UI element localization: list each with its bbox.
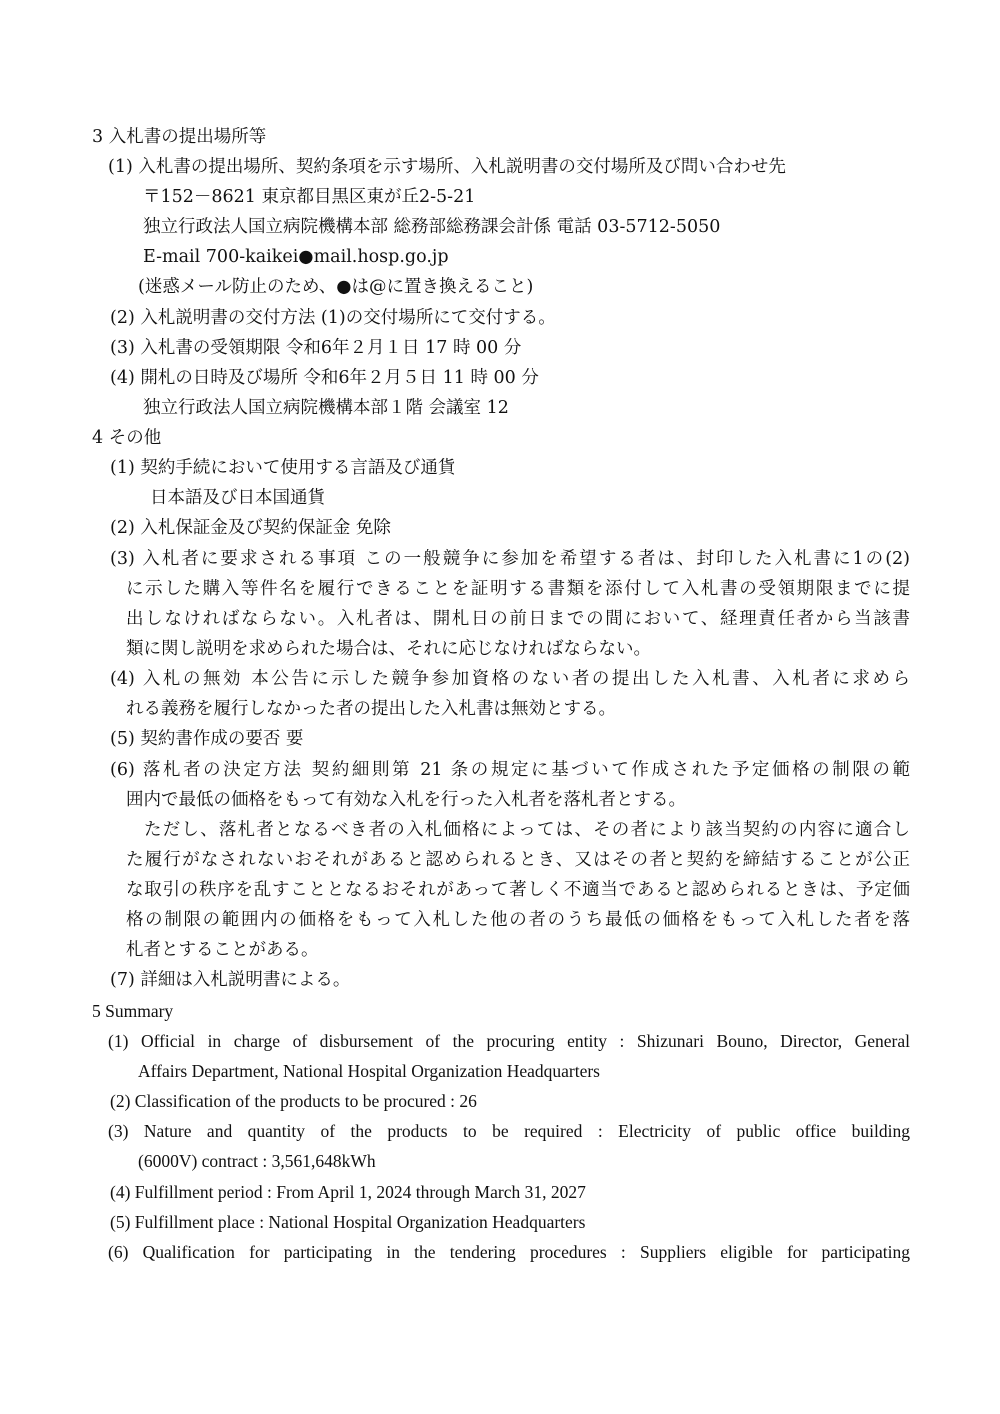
section-4-item-1-value: 日本語及び日本国通貨 xyxy=(150,488,325,508)
section-4-item-4-line: れる義務を履行しなかった者の提出した入札書は無効とする。 xyxy=(126,699,616,719)
section-4-item-2: (2) 入札保証金及び契約保証金 免除 xyxy=(110,518,391,538)
summary-item-4: (4) Fulfillment period : From April 1, 2024 through March 31, 2027 xyxy=(110,1182,586,1202)
summary-item-6: (6) Qualification for participating in the tendering procedures : Suppliers eligible for participating xyxy=(108,1242,910,1262)
postal-address: 〒152－8621 東京都目黒区東が丘2-5-21 xyxy=(143,187,476,207)
section-4-item-6-line: (6) 落札者の決定方法 契約細則第 21 条の規定に基づいて作成された予定価格の制限の範 xyxy=(110,760,910,780)
section-4-item-6-line: な取引の秩序を乱すこととなるおそれがあって著しく不適当であると認められるときは、予定価 xyxy=(126,880,910,900)
summary-item-1-line: (1) Official in charge of disbursement of the procuring entity : Shizunari Bouno, Director, General xyxy=(108,1031,910,1051)
section-5-heading: 5 Summary xyxy=(92,1001,174,1021)
section-4-heading: 4 その他 xyxy=(92,428,162,448)
summary-item-5: (5) Fulfillment place : National Hospital Organization Headquarters xyxy=(110,1212,586,1232)
opening-place: 独立行政法人国立病院機構本部１階 会議室 12 xyxy=(143,398,509,418)
summary-item-3-line: (6000V) contract : 3,561,648kWh xyxy=(138,1151,376,1171)
office-contact: 独立行政法人国立病院機構本部 総務部総務課会計係 電話 03-5712-5050 xyxy=(143,217,721,237)
section-4-item-3-line: 出しなければならない。入札者は、開札日の前日までの間において、経理責任者から当該書 xyxy=(126,609,910,629)
section-4-item-6-line: 囲内で最低の価格をもって有効な入札を行った入札者を落札者とする。 xyxy=(126,790,686,810)
section-3-heading: 3 入札書の提出場所等 xyxy=(92,127,267,147)
section-3-item-2: (2) 入札説明書の交付方法 (1)の交付場所にて交付する。 xyxy=(110,308,556,328)
section-4-item-1-label: (1) 契約手続において使用する言語及び通貨 xyxy=(110,458,456,478)
section-4-item-7: (7) 詳細は入札説明書による。 xyxy=(110,970,351,990)
section-3-item-3: (3) 入札書の受領期限 令和6年２月１日 17 時 00 分 xyxy=(110,338,522,358)
email-note: (迷惑メール防止のため、●は@に置き換えること) xyxy=(138,277,534,297)
summary-item-1-line: Affairs Department, National Hospital Organization Headquarters xyxy=(138,1061,600,1081)
summary-item-2: (2) Classification of the products to be procured : 26 xyxy=(110,1091,477,1111)
section-4-item-4-line: (4) 入札の無効 本公告に示した競争参加資格のない者の提出した入札書、入札者に求めら xyxy=(110,669,910,689)
section-4-item-6-line: 格の制限の範囲内の価格をもって入札した他の者のうち最低の価格をもって入札した者を落 xyxy=(126,910,910,930)
section-4-item-6-line: 札者とすることがある。 xyxy=(126,940,319,960)
section-3-item-1-label: (1) 入札書の提出場所、契約条項を示す場所、入札説明書の交付場所及び問い合わせ先 xyxy=(108,157,786,177)
section-3-item-4-label: (4) 開札の日時及び場所 令和6年２月５日 11 時 00 分 xyxy=(110,368,539,388)
contact-email: E-mail 700-kaikei●mail.hosp.go.jp xyxy=(143,247,449,267)
section-4-item-3-line: 類に関し説明を求められた場合は、それに応じなければならない。 xyxy=(126,639,651,659)
section-4-item-3-line: に示した購入等件名を履行できることを証明する書類を添付して入札書の受領期限までに提 xyxy=(126,579,910,599)
section-4-item-6-line: ただし、落札者となるべき者の入札価格によっては、その者により該当契約の内容に適合し xyxy=(144,820,910,840)
section-4-item-6-line: た履行がなされないおそれがあると認められるとき、又はその者と契約を締結することが公正 xyxy=(126,850,910,870)
summary-item-3-line: (3) Nature and quantity of the products to be required : Electricity of public office building xyxy=(108,1121,910,1141)
section-4-item-3-line: (3) 入札者に要求される事項 この一般競争に参加を希望する者は、封印した入札書に1の(2) xyxy=(110,549,910,569)
section-4-item-5: (5) 契約書作成の要否 要 xyxy=(110,729,304,749)
